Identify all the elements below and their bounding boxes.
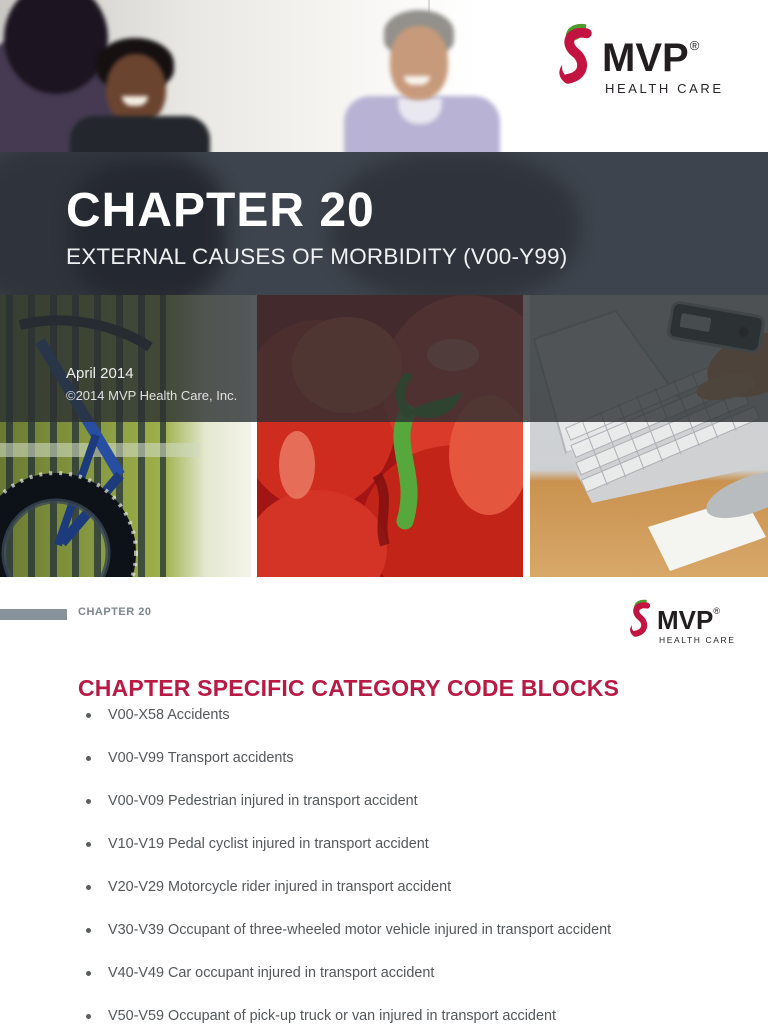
mvp-health-care-logo <box>556 16 724 96</box>
section-title: CHAPTER SPECIFIC CATEGORY CODE BLOCKS <box>78 675 620 701</box>
brand-tagline: HEALTH CARE <box>605 81 724 96</box>
chapter-header-label: CHAPTER 20 <box>78 606 152 618</box>
list-item <box>86 921 706 941</box>
list-item <box>86 878 706 898</box>
list-item-text: V40-V49 Car occupant injured in transport accident <box>108 965 435 981</box>
bullet-icon <box>86 756 91 761</box>
mvp-health-care-logo-small <box>628 593 735 645</box>
bullet-icon <box>86 1014 91 1019</box>
mvp-logo-text <box>602 38 724 96</box>
code-blocks-list <box>86 706 706 1024</box>
list-item-text: V00-V99 Transport accidents <box>108 750 294 766</box>
title-band <box>0 152 768 295</box>
registered-mark: ® <box>689 38 700 53</box>
woman-body <box>70 116 210 152</box>
slide-date: April 2014 <box>66 365 134 382</box>
list-item-text: V50-V59 Occupant of pick-up truck or van injured in transport accident <box>108 1008 556 1024</box>
list-item <box>86 792 706 812</box>
list-item <box>86 1007 706 1024</box>
list-item-text: V30-V39 Occupant of three-wheeled motor vehicle injured in transport accident <box>108 922 612 938</box>
brand-name: MVP <box>657 605 714 635</box>
list-item-text: V00-V09 Pedestrian injured in transport accident <box>108 793 418 809</box>
bullet-icon <box>86 713 91 718</box>
copyright-text: ©2014 MVP Health Care, Inc. <box>66 388 238 403</box>
header-accent-bar <box>0 609 67 620</box>
bullet-icon <box>86 842 91 847</box>
list-item <box>86 706 706 726</box>
list-item <box>86 835 706 855</box>
bullet-icon <box>86 885 91 890</box>
bullet-icon <box>86 799 91 804</box>
list-item-text: V00-X58 Accidents <box>108 707 230 723</box>
mvp-apple-swoosh-icon <box>556 18 598 92</box>
slide-subtitle: EXTERNAL CAUSES OF MORBIDITY (V00-Y99) <box>66 244 568 269</box>
list-item-text: V10-V19 Pedal cyclist injured in transport accident <box>108 836 429 852</box>
mvp-logo-text <box>657 607 735 645</box>
brand-name: MVP <box>602 36 689 80</box>
bullet-icon <box>86 928 91 933</box>
brand-tagline: HEALTH CARE <box>659 635 736 645</box>
slide-title: CHAPTER 20 <box>66 184 375 237</box>
bullet-icon <box>86 971 91 976</box>
slide-2-code-blocks <box>0 577 768 1024</box>
photo-people-meeting <box>0 0 768 152</box>
mvp-apple-swoosh-icon <box>628 595 654 643</box>
man-face <box>390 26 448 100</box>
list-item-text: V20-V29 Motorcycle rider injured in transport accident <box>108 879 452 895</box>
list-item <box>86 964 706 984</box>
list-item <box>86 749 706 769</box>
registered-mark: ® <box>713 606 720 616</box>
photo-strip <box>0 295 768 577</box>
